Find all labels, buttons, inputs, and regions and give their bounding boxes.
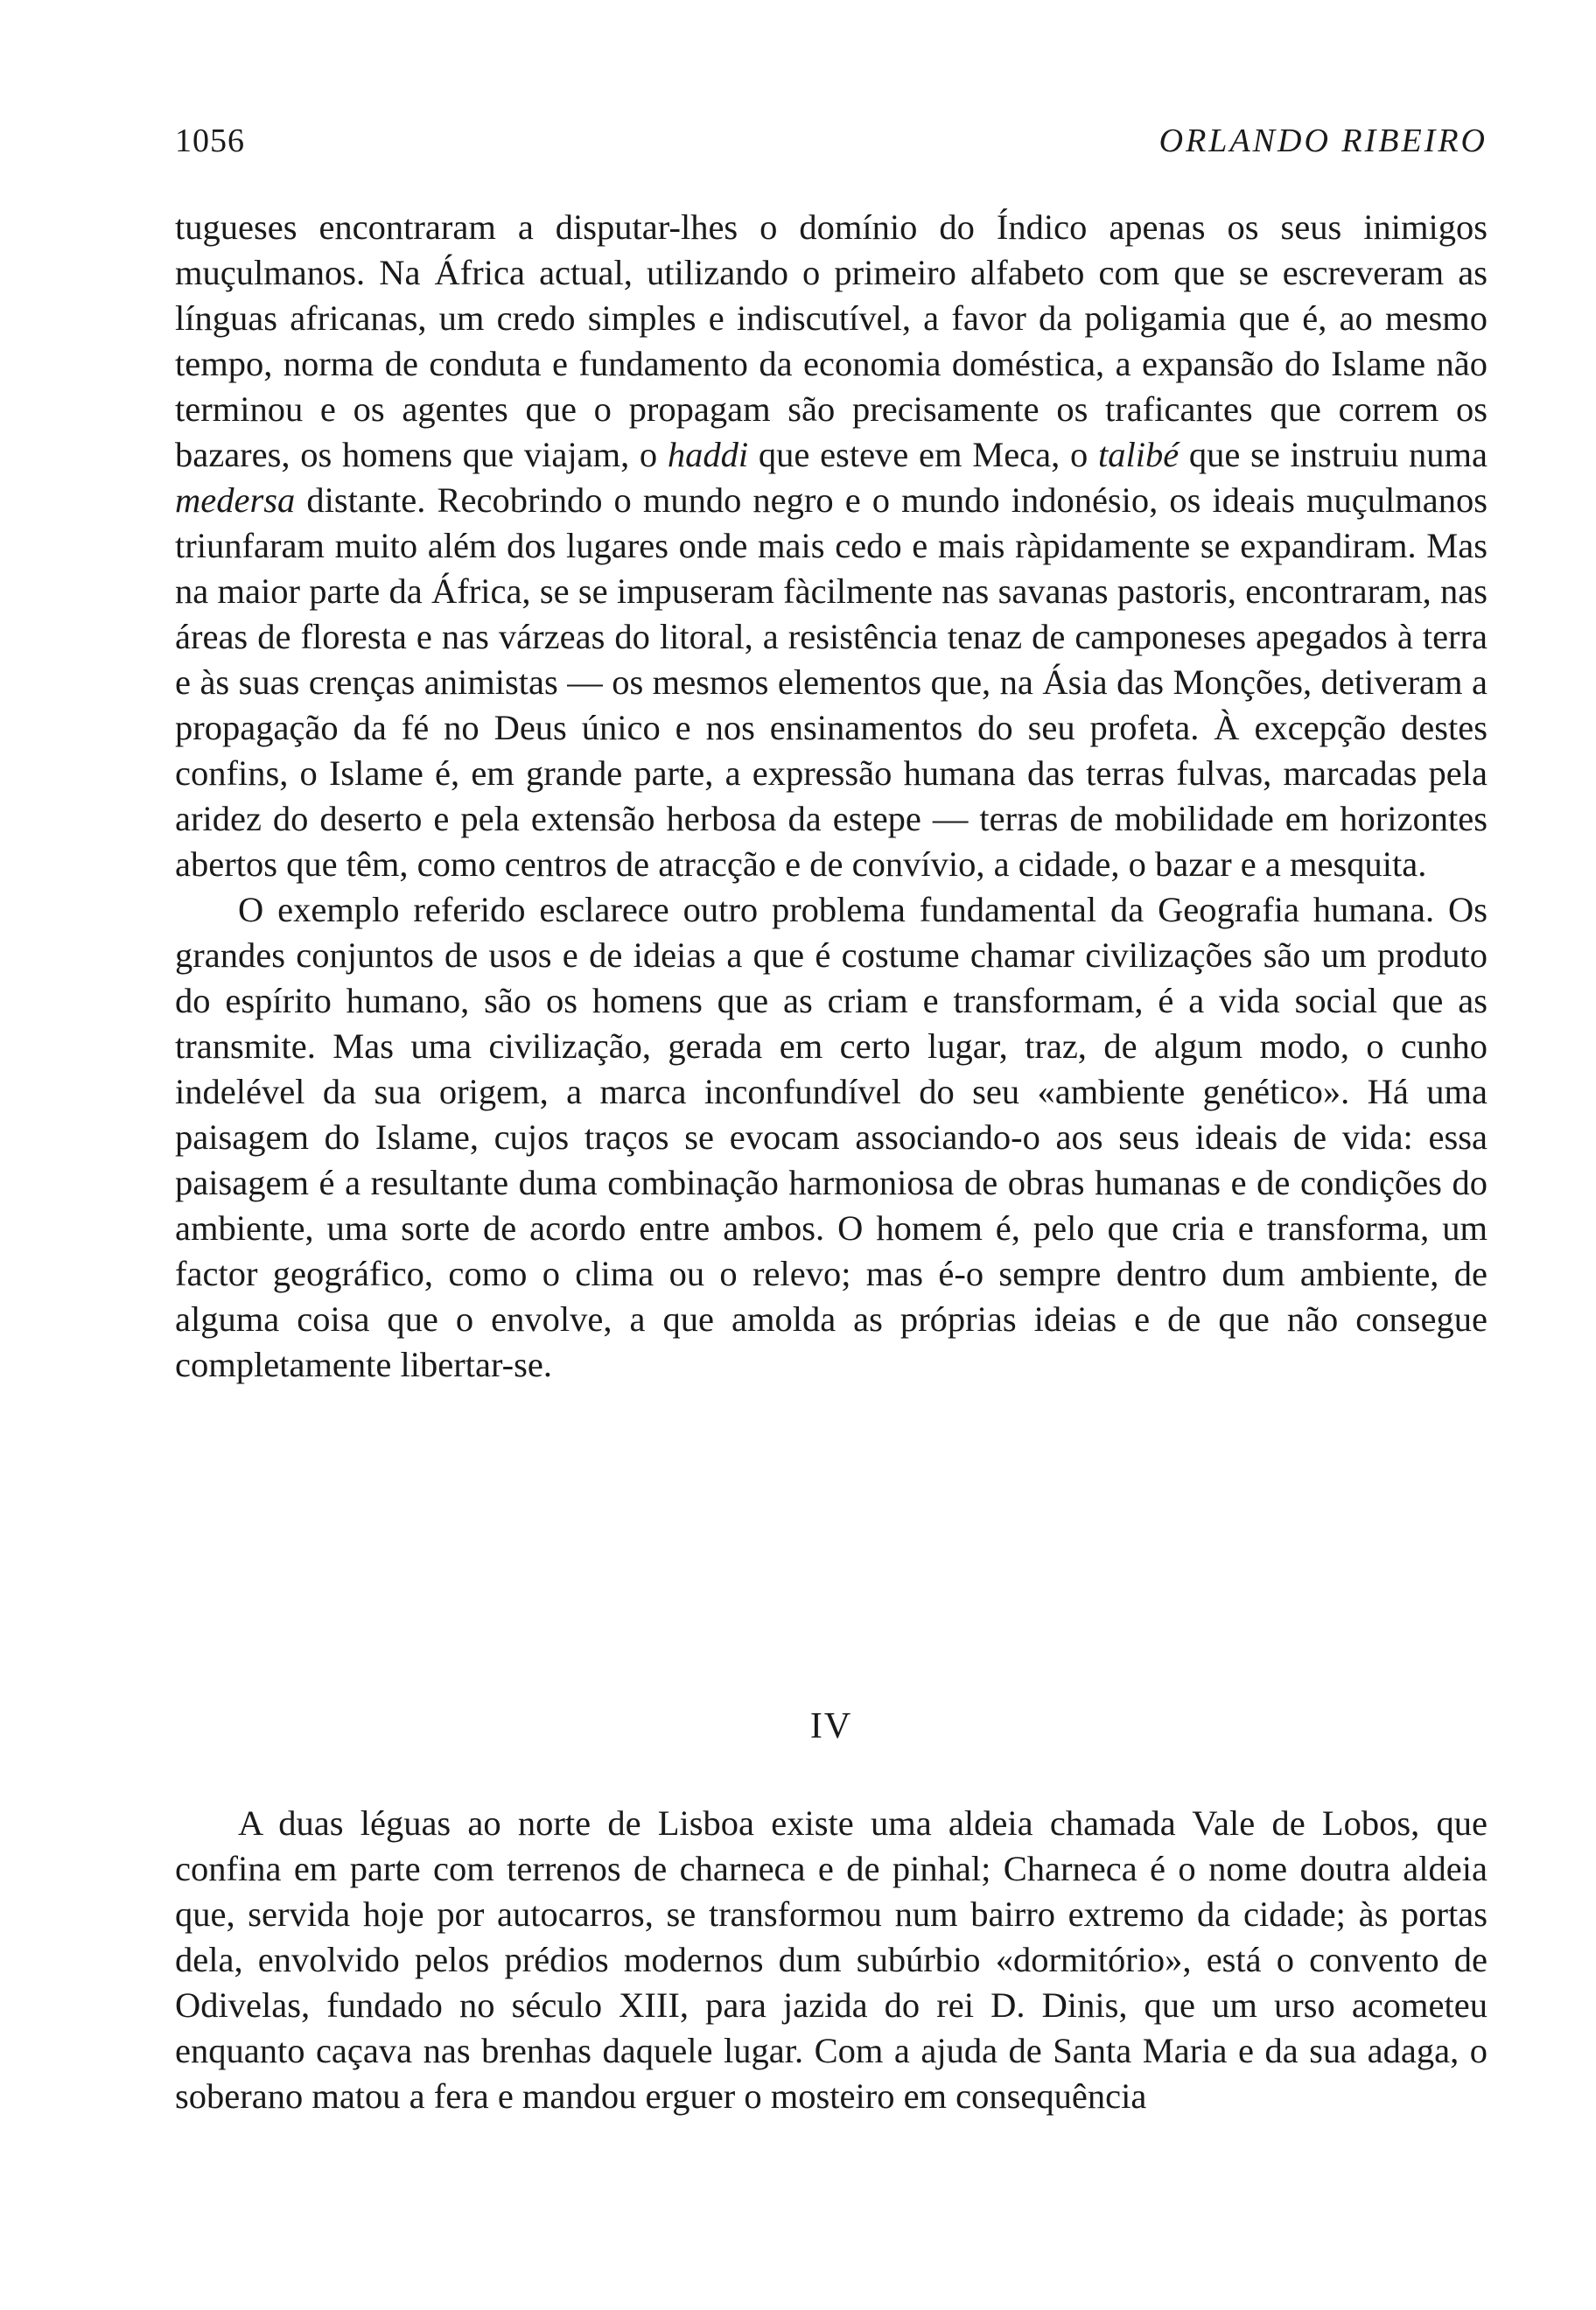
paragraph: O exemplo referido esclarece outro problema fundamental da Geografia humana. Os grandes conjuntos de usos e de ideias a que é costume chamar civilizações são um produto do espírito humano, são os homens que as criam e transformam, é a vida social que as transmite. Mas uma civilização, gerada em certo lugar, traz, de algum modo, o cunho indelével da sua origem, a marca inconfundível do seu «ambiente genético». Há uma paisagem do Islame, cujos traços se evocam associando-o aos seus ideais de vida: essa paisagem é a resultante duma combinação harmoniosa de obras humanas e de condições do ambiente, uma sorte de acordo entre ambos. O homem é, pelo que cria e transforma, um factor geográfico, como o clima ou o relevo; mas é-o sempre dentro dum ambiente, de alguma coisa que o envolve, a que amolda as próprias ideias e de que não consegue completamente libertar-se. bbox=[175, 890, 1488, 1384]
paragraph-continued bbox=[175, 205, 1488, 887]
paragraph: A duas léguas ao norte de Lisboa existe uma aldeia chamada Vale de Lobos, que confina em parte com terrenos de charneca e de pinhal; Charneca é o nome doutra aldeia que, servida hoje por autocarros, se transformou num bairro extremo da cidade; às portas dela, envolvido pelos prédios modernos dum subúrbio «dormitório», está o convento de Odivelas, fundado no século XIII, para jazida do rei D. Dinis, que um urso acometeu enquanto caçava nas brenhas daquele lugar. Com a ajuda de Santa Maria e da sua adaga, o soberano matou a fera e mandou erguer o mosteiro em consequência bbox=[175, 1803, 1488, 2116]
italic-term: talibé bbox=[1097, 435, 1180, 474]
page-number: 1056 bbox=[175, 122, 245, 159]
section-heading: IV bbox=[809, 1706, 853, 1746]
text-run: que se instruiu numa bbox=[1179, 435, 1488, 474]
running-head bbox=[175, 119, 1488, 163]
italic-term: haddi bbox=[667, 435, 749, 474]
section-body-text bbox=[175, 1801, 1488, 2119]
italic-term: medersa bbox=[175, 480, 296, 520]
text-run: distante. Recobrindo o mundo negro e o mundo indonésio, os ideais muçulmanos triunfaram muito além dos lugares onde mais cedo e mais ràpidamente se expandiram. Mas na maior parte da África, se se impuseram fàcilmente nas savanas pastoris, encontraram, nas áreas de floresta e nas várzeas do litoral, a resistência tenaz de camponeses apegados à terra e às suas crenças animistas — os mesmos elementos que, na Ásia das Monções, detiveram a propagação da fé no Deus único e nos ensinamentos do seu profeta. À excepção destes confins, o Islame é, em grande parte, a expressão humana das terras fulvas, marcadas pela aridez do deserto e pela extensão herbosa da estepe — terras de mobilidade em horizontes abertos que têm, como centros de atracção e de convívio, a cidade, o bazar e a mesquita. bbox=[175, 480, 1488, 884]
body-text bbox=[175, 205, 1488, 1388]
text-run: que esteve em Meca, o bbox=[748, 435, 1098, 474]
text-run: tugueses encontraram a disputar-lhes o domínio do Índico apenas os seus inimigos muçulmanos. Na África actual, utilizando o primeiro alfabeto com que se escreveram as línguas africanas, um credo simples e indiscutível, a favor da poligamia que é, ao mesmo tempo, norma de conduta e fundamento da economia doméstica, a expansão do Islame não terminou e os agentes que o propagam são precisamente os traficantes que correm os bazares, os homens que viajam, o bbox=[175, 207, 1488, 474]
running-author: ORLANDO RIBEIRO bbox=[1158, 122, 1488, 159]
